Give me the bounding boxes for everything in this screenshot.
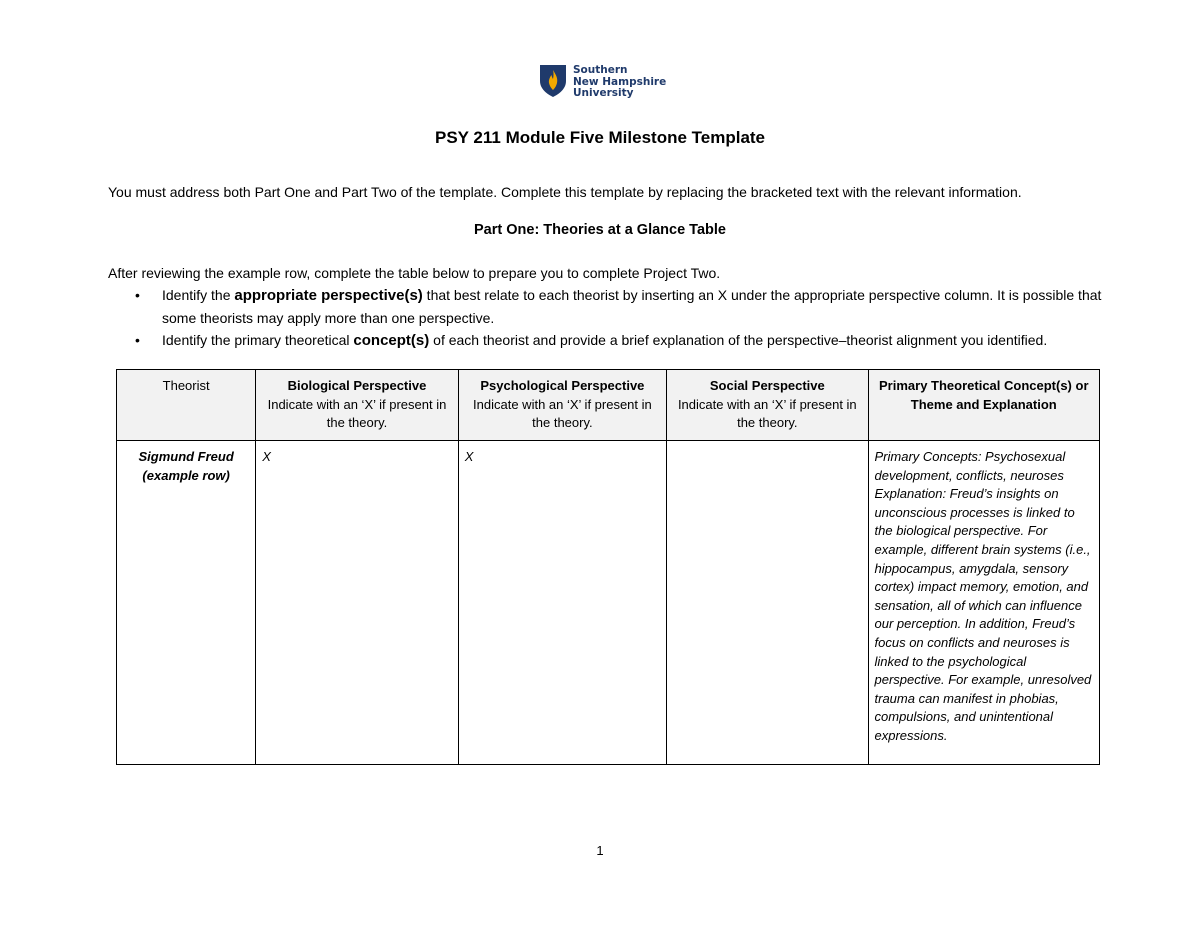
document-title: PSY 211 Module Five Milestone Template [434,128,766,147]
bullet-icon: • [135,332,140,348]
instruction-bullets [108,284,1108,352]
table-row [117,441,1100,765]
bullet-text-post: of each theorist and provide a brief explanation of the perspective–theorist alignment you identified. [429,332,1048,348]
header-title: Psychological Perspective [480,378,645,393]
header-subtitle: Indicate with an ‘X’ if present in the theory. [267,396,447,431]
page-number: 1 [596,843,604,858]
bullet-item-concept [108,329,1108,352]
explanation-text: Explanation: Freud’s insights on unconscious processes is linked to the biological perspective. For example, different brain systems (i.e., hippocampus, amygdala, sensory cortex) impact memory, emotion, and sensation, all of which can influence our perception. In addition, Freud’s focus on conflicts and neuroses is linked to the psychological perspective. For example, unresolved trauma can manifest in phobias, compulsions, and unintentional expressions. [874,486,1092,743]
header-psychological [458,370,666,441]
theorist-note: (example row) [142,467,230,483]
cell-biological[interactable] [256,441,458,765]
header-social [667,370,868,441]
table-header-row [117,370,1100,441]
header-biological [256,370,458,441]
logo-line-1: Southern [573,64,628,76]
shield-flame-icon [539,64,567,98]
bullet-item-perspective [108,284,1108,329]
primary-concepts-text: Primary Concepts: Psychosexual development, conflicts, neuroses [874,449,1066,483]
bullet-icon: • [135,287,140,303]
header-theorist [117,370,256,441]
intro-paragraph: You must address both Part One and Part Two of the template. Complete this template by replacing the bracketed text with the relevant information. [108,184,1022,200]
cell-social[interactable] [667,441,868,765]
logo-wordmark [573,65,666,100]
header-title: Social Perspective [709,378,825,393]
header-title: Theorist [162,378,210,393]
cell-primary-concepts[interactable] [868,441,1099,765]
bullet-text-pre: Identify the primary theoretical [162,332,354,348]
instructions-text: After reviewing the example row, complete the table below to prepare you to complete Project Two. [108,265,721,281]
theories-table [116,369,1100,765]
header-subtitle: Indicate with an ‘X’ if present in the theory. [473,396,652,431]
part-one-heading: Part One: Theories at a Glance Table [474,222,726,238]
theorist-name: Sigmund Freud [138,449,234,464]
header-title: Primary Theoretical Concept(s) or Theme and Explanation [879,378,1089,412]
bullet-text-pre: Identify the [162,287,235,303]
header-subtitle: Indicate with an ‘X’ if present in the theory. [677,396,857,431]
bullet-text-bold: concept(s) [353,332,430,349]
logo-line-2: New Hampshire [573,75,667,88]
bullet-text-bold: appropriate perspective(s) [234,287,423,304]
university-logo [539,64,666,100]
cell-psychological[interactable] [458,441,666,765]
logo-line-3: University [573,87,634,99]
header-title: Biological Perspective [287,378,427,393]
cell-theorist[interactable] [117,441,256,765]
psychological-mark: X [464,449,474,464]
header-primary-concepts [868,370,1099,441]
biological-mark: X [262,449,271,464]
bullet-text-post: that best relate to each theorist by inserting an X under the appropriate perspective column. It is possible that some theorists may apply more than one perspective. [162,287,1102,326]
